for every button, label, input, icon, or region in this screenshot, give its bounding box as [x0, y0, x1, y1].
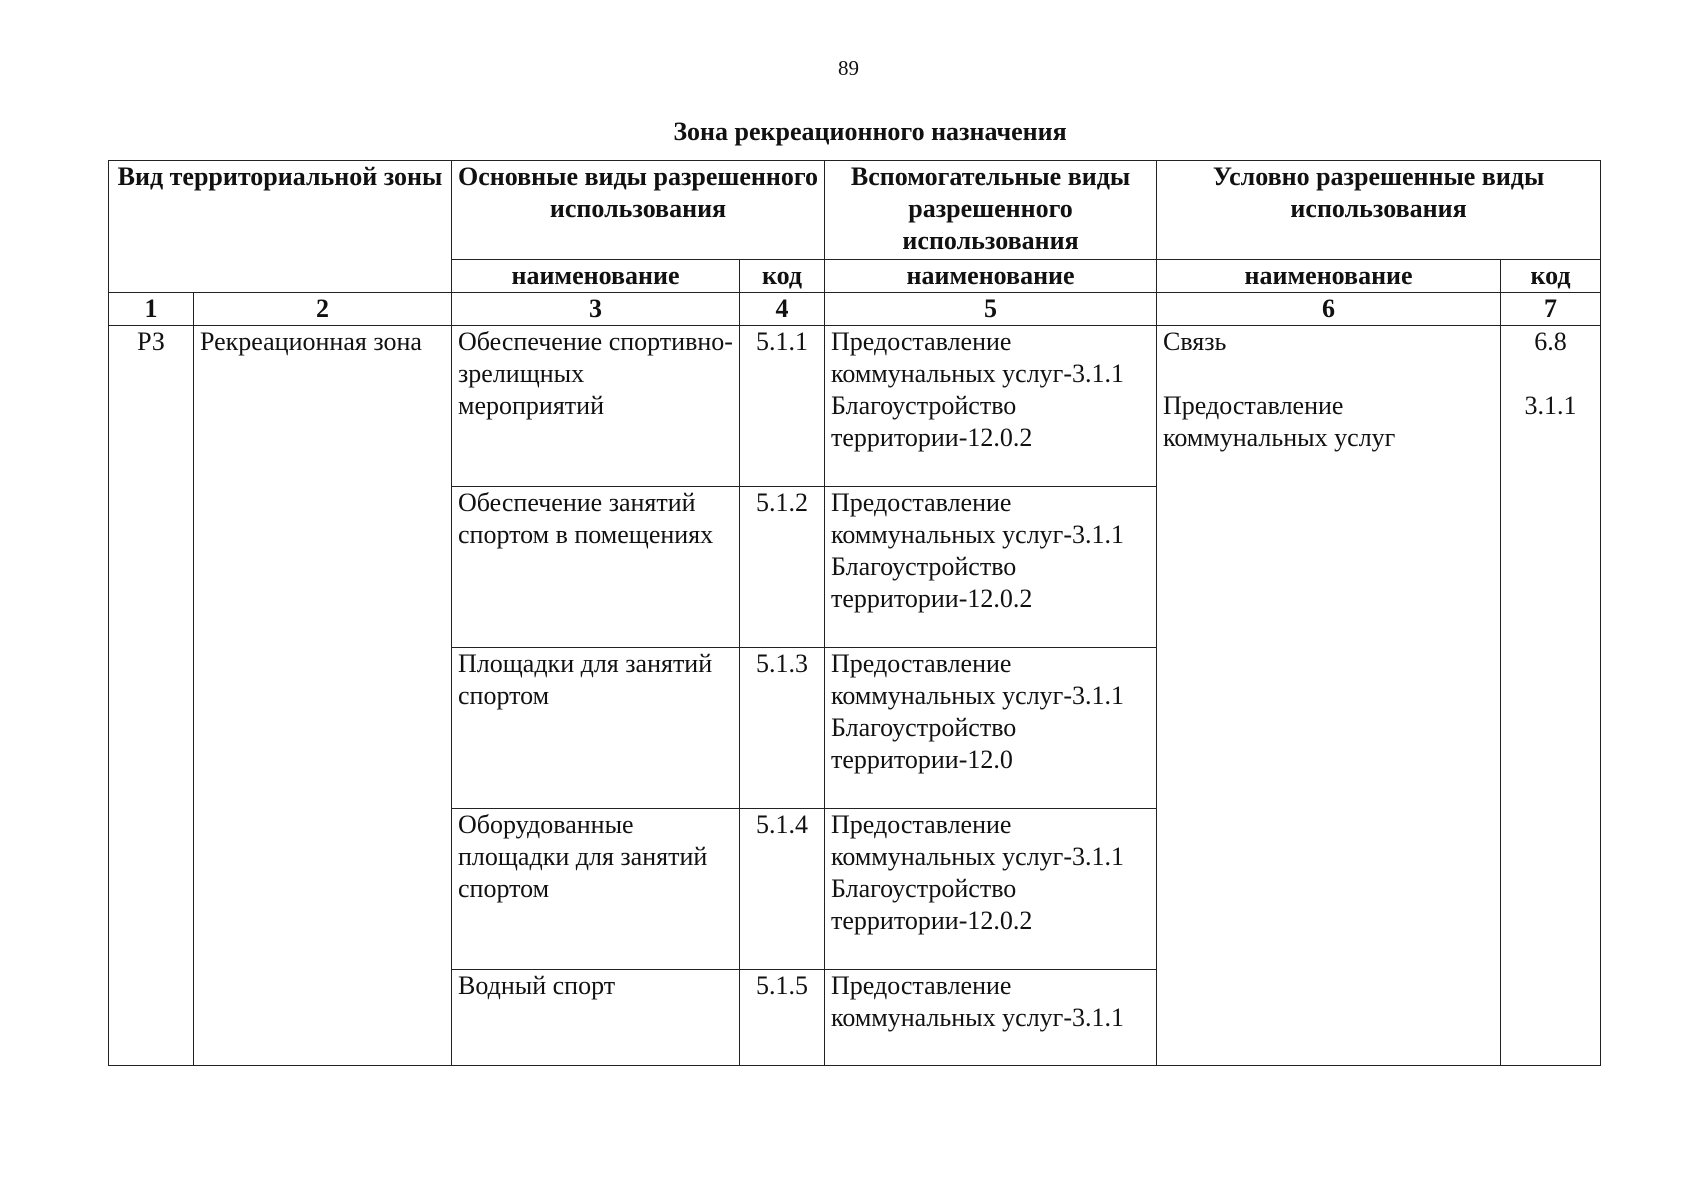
- aux-use-item: Предоставление коммунальных услуг-3.1.1: [831, 327, 1124, 388]
- aux-use-item: Благоустройство территории-12.0.2: [831, 874, 1033, 935]
- header-cond-code: код: [1501, 260, 1601, 293]
- aux-use-cell: [825, 809, 1157, 970]
- main-use-name: Водный спорт: [452, 970, 740, 1066]
- main-use-code: 5.1.5: [740, 970, 825, 1066]
- header-cond-name: наименование: [1157, 260, 1501, 293]
- zone-name: Рекреационная зона: [194, 326, 452, 1066]
- column-number: 5: [825, 293, 1157, 326]
- header-main-uses: Основные виды разрешенного использования: [452, 161, 825, 260]
- header-aux-uses: Вспомогательные виды разрешенного использования: [825, 161, 1157, 260]
- main-use-name: Обеспечение занятий спортом в помещениях: [452, 487, 740, 648]
- conditional-use-names: [1157, 326, 1501, 1066]
- document-title: Зона рекреационного назначения: [673, 117, 1067, 146]
- column-number: 2: [194, 293, 452, 326]
- main-use-name: Оборудованные площадки для занятий спортом: [452, 809, 740, 970]
- main-use-code: 5.1.3: [740, 648, 825, 809]
- main-use-name: Площадки для занятий спортом: [452, 648, 740, 809]
- aux-use-item: Благоустройство территории-12.0.2: [831, 391, 1033, 452]
- main-use-name: Обеспечение спортивно-зрелищных мероприятий: [452, 326, 740, 487]
- aux-use-cell: [825, 326, 1157, 487]
- conditional-use-name: Связь: [1163, 327, 1227, 356]
- main-use-code: 5.1.4: [740, 809, 825, 970]
- column-number: 6: [1157, 293, 1501, 326]
- conditional-use-codes: [1501, 326, 1601, 1066]
- aux-use-cell: [825, 648, 1157, 809]
- conditional-use-code: 3.1.1: [1524, 391, 1577, 420]
- table-row: [109, 326, 1601, 487]
- column-number: 3: [452, 293, 740, 326]
- header-conditional-uses: Условно разрешенные виды использования: [1157, 161, 1601, 260]
- aux-use-item: Предоставление коммунальных услуг-3.1.1: [831, 971, 1124, 1032]
- zoning-table: [108, 160, 1601, 1066]
- aux-use-cell: [825, 970, 1157, 1066]
- aux-use-item: Предоставление коммунальных услуг-3.1.1: [831, 488, 1124, 549]
- header-zone-type: Вид территориальной зоны: [109, 161, 452, 293]
- main-use-code: 5.1.1: [740, 326, 825, 487]
- aux-use-item: Благоустройство территории-12.0.2: [831, 552, 1033, 613]
- aux-use-item: Благоустройство территории-12.0: [831, 713, 1017, 774]
- header-main-code: код: [740, 260, 825, 293]
- column-number: 1: [109, 293, 194, 326]
- conditional-use-name: Предоставление коммунальных услуг: [1163, 391, 1396, 452]
- zone-code: РЗ: [109, 326, 194, 1066]
- aux-use-item: Предоставление коммунальных услуг-3.1.1: [831, 649, 1124, 710]
- header-aux-name: наименование: [825, 260, 1157, 293]
- aux-use-item: Предоставление коммунальных услуг-3.1.1: [831, 810, 1124, 871]
- column-number: 4: [740, 293, 825, 326]
- header-main-name: наименование: [452, 260, 740, 293]
- column-number: 7: [1501, 293, 1601, 326]
- conditional-use-code: 6.8: [1534, 327, 1567, 356]
- main-use-code: 5.1.2: [740, 487, 825, 648]
- page-number: 89: [838, 56, 859, 80]
- aux-use-cell: [825, 487, 1157, 648]
